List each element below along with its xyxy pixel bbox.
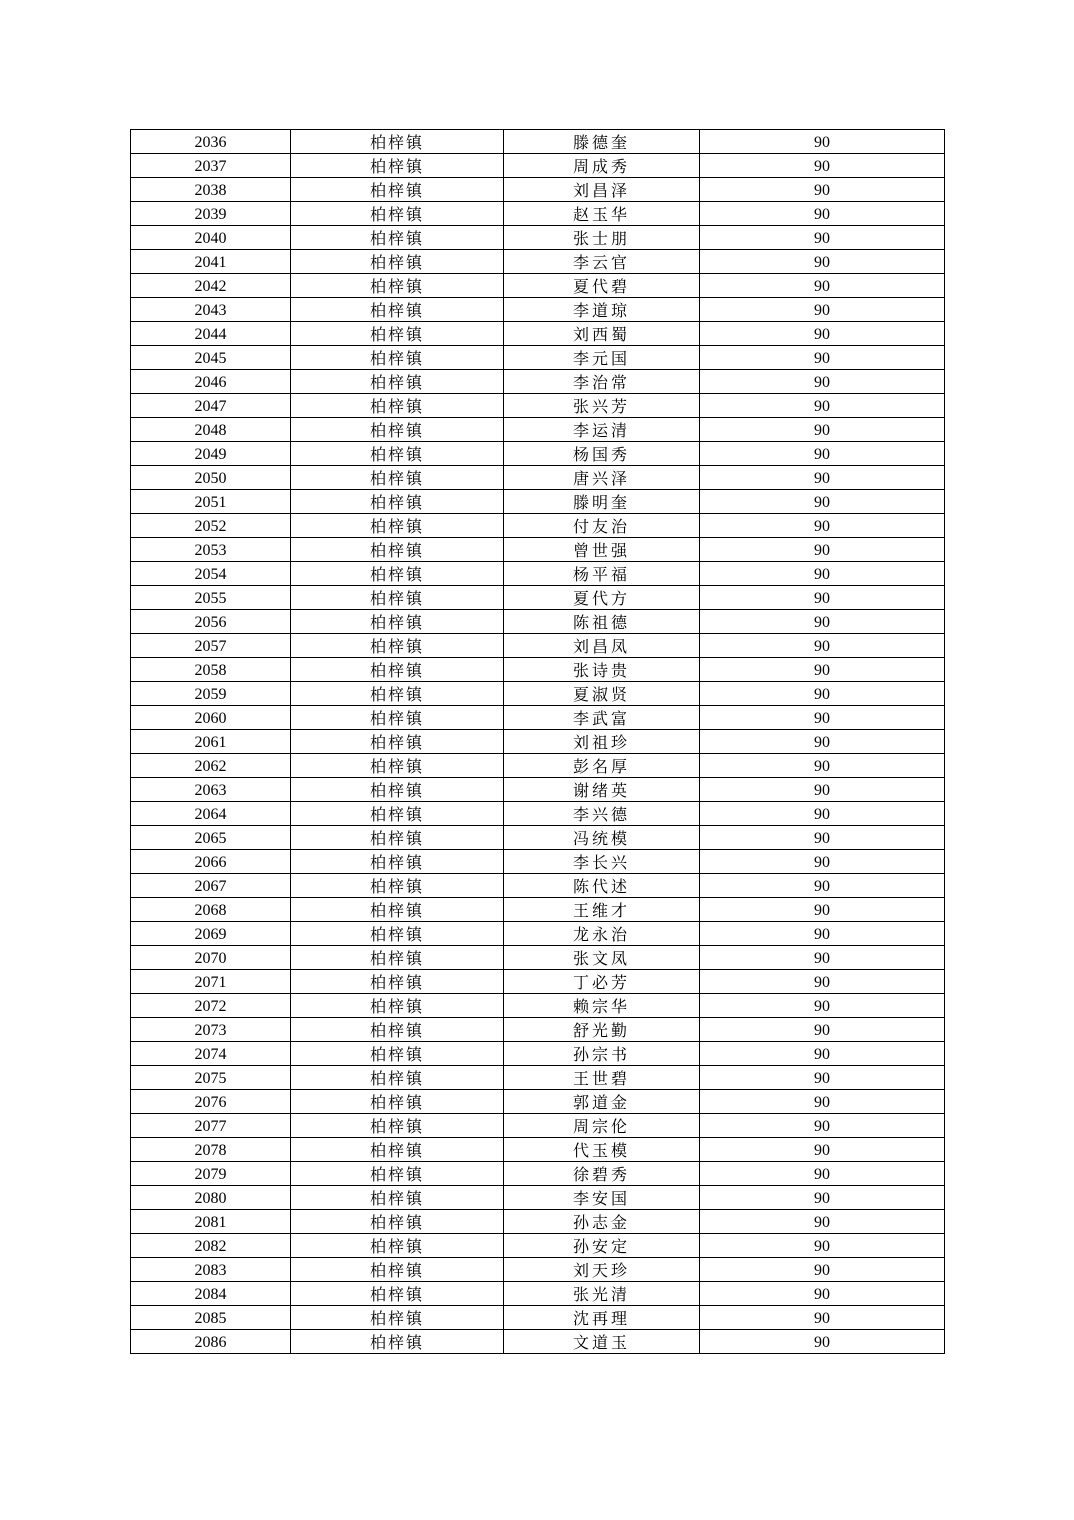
person-name-cell: 张士朋 [504,226,700,250]
row-number-cell: 2066 [131,850,291,874]
town-cell: 柏梓镇 [291,1234,504,1258]
town-cell: 柏梓镇 [291,346,504,370]
person-name-cell: 李云官 [504,250,700,274]
town-cell: 柏梓镇 [291,922,504,946]
roster-table [130,129,945,1354]
person-name-cell: 张诗贵 [504,658,700,682]
person-name-cell: 唐兴泽 [504,466,700,490]
town-cell: 柏梓镇 [291,1114,504,1138]
person-name-cell: 孙宗书 [504,1042,700,1066]
row-number-cell: 2044 [131,322,291,346]
score-cell: 90 [700,1306,945,1330]
score-cell: 90 [700,1066,945,1090]
table-row [131,634,945,658]
score-cell: 90 [700,1282,945,1306]
row-number-cell: 2079 [131,1162,291,1186]
row-number-cell: 2068 [131,898,291,922]
row-number-cell: 2056 [131,610,291,634]
person-name-cell: 张文凤 [504,946,700,970]
town-cell: 柏梓镇 [291,442,504,466]
table-row [131,706,945,730]
row-number-cell: 2086 [131,1330,291,1354]
person-name-cell: 郭道金 [504,1090,700,1114]
row-number-cell: 2069 [131,922,291,946]
roster-table-body [131,130,945,1354]
table-row [131,1306,945,1330]
table-row [131,1186,945,1210]
person-name-cell: 滕明奎 [504,490,700,514]
person-name-cell: 冯统模 [504,826,700,850]
person-name-cell: 夏代方 [504,586,700,610]
row-number-cell: 2046 [131,370,291,394]
score-cell: 90 [700,826,945,850]
person-name-cell: 李兴德 [504,802,700,826]
row-number-cell: 2062 [131,754,291,778]
row-number-cell: 2057 [131,634,291,658]
table-row [131,802,945,826]
town-cell: 柏梓镇 [291,586,504,610]
score-cell: 90 [700,346,945,370]
town-cell: 柏梓镇 [291,1042,504,1066]
town-cell: 柏梓镇 [291,514,504,538]
score-cell: 90 [700,1258,945,1282]
person-name-cell: 李道琼 [504,298,700,322]
person-name-cell: 文道玉 [504,1330,700,1354]
person-name-cell: 付友治 [504,514,700,538]
table-row [131,322,945,346]
town-cell: 柏梓镇 [291,682,504,706]
town-cell: 柏梓镇 [291,946,504,970]
row-number-cell: 2050 [131,466,291,490]
table-row [131,274,945,298]
score-cell: 90 [700,1210,945,1234]
table-row [131,1066,945,1090]
table-row [131,994,945,1018]
table-row [131,1114,945,1138]
person-name-cell: 谢绪英 [504,778,700,802]
town-cell: 柏梓镇 [291,370,504,394]
person-name-cell: 夏淑贤 [504,682,700,706]
table-row [131,394,945,418]
row-number-cell: 2064 [131,802,291,826]
table-row [131,346,945,370]
row-number-cell: 2085 [131,1306,291,1330]
score-cell: 90 [700,466,945,490]
score-cell: 90 [700,442,945,466]
town-cell: 柏梓镇 [291,1258,504,1282]
person-name-cell: 周成秀 [504,154,700,178]
score-cell: 90 [700,514,945,538]
person-name-cell: 丁必芳 [504,970,700,994]
row-number-cell: 2058 [131,658,291,682]
row-number-cell: 2075 [131,1066,291,1090]
person-name-cell: 刘昌泽 [504,178,700,202]
person-name-cell: 沈再理 [504,1306,700,1330]
town-cell: 柏梓镇 [291,970,504,994]
table-row [131,514,945,538]
row-number-cell: 2045 [131,346,291,370]
row-number-cell: 2039 [131,202,291,226]
person-name-cell: 陈祖德 [504,610,700,634]
table-row [131,370,945,394]
table-row [131,1234,945,1258]
score-cell: 90 [700,1330,945,1354]
row-number-cell: 2072 [131,994,291,1018]
row-number-cell: 2041 [131,250,291,274]
score-cell: 90 [700,658,945,682]
person-name-cell: 张兴芳 [504,394,700,418]
person-name-cell: 李运清 [504,418,700,442]
score-cell: 90 [700,634,945,658]
table-row [131,1138,945,1162]
score-cell: 90 [700,682,945,706]
town-cell: 柏梓镇 [291,1066,504,1090]
row-number-cell: 2042 [131,274,291,298]
town-cell: 柏梓镇 [291,226,504,250]
row-number-cell: 2063 [131,778,291,802]
person-name-cell: 孙志金 [504,1210,700,1234]
score-cell: 90 [700,946,945,970]
row-number-cell: 2040 [131,226,291,250]
score-cell: 90 [700,706,945,730]
table-row [131,298,945,322]
town-cell: 柏梓镇 [291,610,504,634]
table-row [131,826,945,850]
score-cell: 90 [700,754,945,778]
score-cell: 90 [700,322,945,346]
row-number-cell: 2036 [131,130,291,154]
row-number-cell: 2084 [131,1282,291,1306]
table-row [131,730,945,754]
town-cell: 柏梓镇 [291,874,504,898]
row-number-cell: 2043 [131,298,291,322]
town-cell: 柏梓镇 [291,274,504,298]
table-row [131,226,945,250]
score-cell: 90 [700,490,945,514]
person-name-cell: 杨平福 [504,562,700,586]
row-number-cell: 2073 [131,1018,291,1042]
table-row [131,1210,945,1234]
town-cell: 柏梓镇 [291,562,504,586]
table-row [131,946,945,970]
row-number-cell: 2077 [131,1114,291,1138]
score-cell: 90 [700,610,945,634]
row-number-cell: 2081 [131,1210,291,1234]
table-row [131,490,945,514]
score-cell: 90 [700,298,945,322]
score-cell: 90 [700,418,945,442]
row-number-cell: 2074 [131,1042,291,1066]
row-number-cell: 2037 [131,154,291,178]
row-number-cell: 2076 [131,1090,291,1114]
town-cell: 柏梓镇 [291,730,504,754]
table-row [131,610,945,634]
table-row [131,658,945,682]
row-number-cell: 2080 [131,1186,291,1210]
town-cell: 柏梓镇 [291,394,504,418]
person-name-cell: 王世碧 [504,1066,700,1090]
person-name-cell: 舒光勤 [504,1018,700,1042]
table-row [131,562,945,586]
town-cell: 柏梓镇 [291,1138,504,1162]
score-cell: 90 [700,970,945,994]
person-name-cell: 周宗伦 [504,1114,700,1138]
person-name-cell: 曾世强 [504,538,700,562]
table-row [131,922,945,946]
table-row [131,466,945,490]
person-name-cell: 李安国 [504,1186,700,1210]
town-cell: 柏梓镇 [291,1282,504,1306]
row-number-cell: 2048 [131,418,291,442]
score-cell: 90 [700,370,945,394]
person-name-cell: 孙安定 [504,1234,700,1258]
score-cell: 90 [700,1114,945,1138]
score-cell: 90 [700,154,945,178]
row-number-cell: 2052 [131,514,291,538]
person-name-cell: 刘昌凤 [504,634,700,658]
town-cell: 柏梓镇 [291,1186,504,1210]
score-cell: 90 [700,730,945,754]
person-name-cell: 代玉模 [504,1138,700,1162]
table-row [131,178,945,202]
score-cell: 90 [700,802,945,826]
person-name-cell: 张光清 [504,1282,700,1306]
table-row [131,154,945,178]
row-number-cell: 2065 [131,826,291,850]
town-cell: 柏梓镇 [291,538,504,562]
person-name-cell: 夏代碧 [504,274,700,298]
town-cell: 柏梓镇 [291,178,504,202]
person-name-cell: 李长兴 [504,850,700,874]
score-cell: 90 [700,778,945,802]
row-number-cell: 2071 [131,970,291,994]
person-name-cell: 刘西蜀 [504,322,700,346]
score-cell: 90 [700,538,945,562]
town-cell: 柏梓镇 [291,754,504,778]
table-row [131,418,945,442]
score-cell: 90 [700,586,945,610]
town-cell: 柏梓镇 [291,1090,504,1114]
table-row [131,850,945,874]
town-cell: 柏梓镇 [291,778,504,802]
table-row [131,586,945,610]
row-number-cell: 2067 [131,874,291,898]
table-row [131,778,945,802]
table-row [131,1330,945,1354]
town-cell: 柏梓镇 [291,154,504,178]
town-cell: 柏梓镇 [291,466,504,490]
score-cell: 90 [700,874,945,898]
person-name-cell: 李武富 [504,706,700,730]
row-number-cell: 2061 [131,730,291,754]
town-cell: 柏梓镇 [291,1306,504,1330]
row-number-cell: 2053 [131,538,291,562]
table-row [131,1018,945,1042]
town-cell: 柏梓镇 [291,490,504,514]
row-number-cell: 2047 [131,394,291,418]
person-name-cell: 刘祖珍 [504,730,700,754]
town-cell: 柏梓镇 [291,658,504,682]
table-row [131,1042,945,1066]
score-cell: 90 [700,274,945,298]
row-number-cell: 2055 [131,586,291,610]
row-number-cell: 2060 [131,706,291,730]
score-cell: 90 [700,1234,945,1258]
row-number-cell: 2051 [131,490,291,514]
person-name-cell: 徐碧秀 [504,1162,700,1186]
table-row [131,1090,945,1114]
person-name-cell: 刘天珍 [504,1258,700,1282]
person-name-cell: 杨国秀 [504,442,700,466]
row-number-cell: 2059 [131,682,291,706]
score-cell: 90 [700,1042,945,1066]
row-number-cell: 2054 [131,562,291,586]
town-cell: 柏梓镇 [291,1162,504,1186]
score-cell: 90 [700,922,945,946]
score-cell: 90 [700,130,945,154]
table-row [131,538,945,562]
person-name-cell: 王维才 [504,898,700,922]
person-name-cell: 李元国 [504,346,700,370]
town-cell: 柏梓镇 [291,706,504,730]
table-row [131,442,945,466]
row-number-cell: 2038 [131,178,291,202]
score-cell: 90 [700,178,945,202]
table-row [131,250,945,274]
person-name-cell: 滕德奎 [504,130,700,154]
score-cell: 90 [700,202,945,226]
table-row [131,898,945,922]
town-cell: 柏梓镇 [291,826,504,850]
person-name-cell: 龙永治 [504,922,700,946]
town-cell: 柏梓镇 [291,802,504,826]
score-cell: 90 [700,250,945,274]
score-cell: 90 [700,1162,945,1186]
row-number-cell: 2078 [131,1138,291,1162]
table-row [131,682,945,706]
score-cell: 90 [700,226,945,250]
person-name-cell: 陈代述 [504,874,700,898]
town-cell: 柏梓镇 [291,850,504,874]
score-cell: 90 [700,1138,945,1162]
score-cell: 90 [700,1018,945,1042]
score-cell: 90 [700,1186,945,1210]
row-number-cell: 2083 [131,1258,291,1282]
town-cell: 柏梓镇 [291,202,504,226]
town-cell: 柏梓镇 [291,250,504,274]
table-row [131,1162,945,1186]
town-cell: 柏梓镇 [291,418,504,442]
score-cell: 90 [700,562,945,586]
table-row [131,874,945,898]
table-row [131,202,945,226]
person-name-cell: 彭名厚 [504,754,700,778]
score-cell: 90 [700,850,945,874]
row-number-cell: 2082 [131,1234,291,1258]
town-cell: 柏梓镇 [291,1210,504,1234]
table-row [131,970,945,994]
row-number-cell: 2049 [131,442,291,466]
table-row [131,130,945,154]
town-cell: 柏梓镇 [291,130,504,154]
score-cell: 90 [700,898,945,922]
score-cell: 90 [700,994,945,1018]
town-cell: 柏梓镇 [291,322,504,346]
score-cell: 90 [700,394,945,418]
town-cell: 柏梓镇 [291,298,504,322]
score-cell: 90 [700,1090,945,1114]
town-cell: 柏梓镇 [291,1330,504,1354]
person-name-cell: 赵玉华 [504,202,700,226]
row-number-cell: 2070 [131,946,291,970]
table-row [131,754,945,778]
person-name-cell: 赖宗华 [504,994,700,1018]
table-row [131,1282,945,1306]
town-cell: 柏梓镇 [291,994,504,1018]
person-name-cell: 李治常 [504,370,700,394]
table-row [131,1258,945,1282]
town-cell: 柏梓镇 [291,634,504,658]
town-cell: 柏梓镇 [291,898,504,922]
town-cell: 柏梓镇 [291,1018,504,1042]
